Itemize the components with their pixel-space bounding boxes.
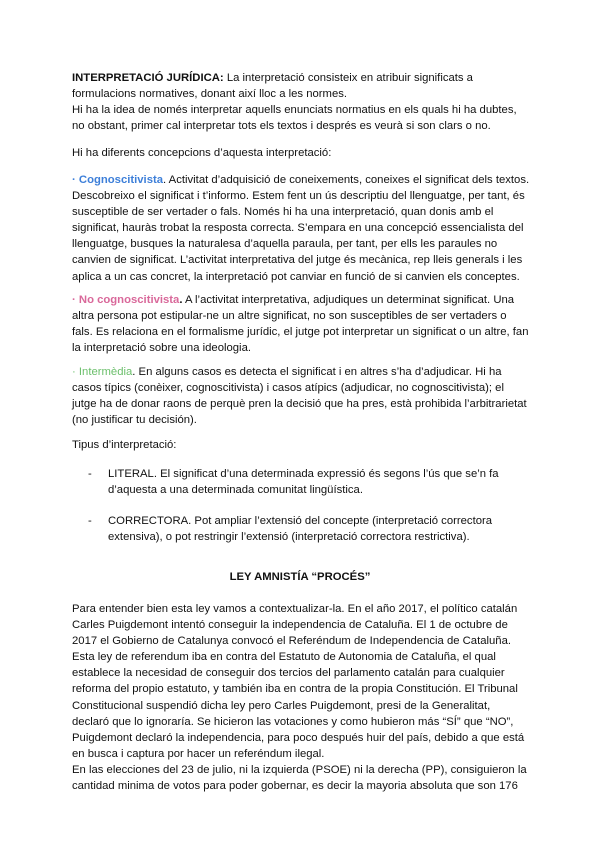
no-cognoscitivista-dot: . <box>179 294 183 306</box>
no-cognoscitivista-text: A l’activitat interpretativa, adjudiques un determinat significat. Una altra persona pot estipular-ne un altre significat, no son susceptibles de ser vertaders o fals. Es relaciona en el formalisme jurídic, el jutge pot interpretar un significat o un altre, fan la interpretació sobre una ideologia. <box>72 294 529 355</box>
no-cognoscitivista-paragraph <box>72 292 530 356</box>
cognoscitivista-text: . Activitat d’adquisició de coneixements, coneixes el significat dels textos. Descobreixo el significat i t’informo. Estem fent un ús descriptiu del llenguatge, per tant, és susceptible de ser vertader o fals. Només hi ha una interpretació, quan donis amb el significat, hauràs trobat la resposta correcta. S’empara en una concepció essencialista del llenguatge, busques la naturalesa d’aquella paraula, per tant, per ells les paraules no canvien de significat. L’activitat interpretativa del jutge és mecànica, rep lleis generals i les aplica a un cas concret, la interpretació pot canviar en funció de si canvien els conceptes. <box>72 174 530 283</box>
section-paragraph-2: En las elecciones del 23 de julio, ni la izquierda (PSOE) ni la derecha (PP), consiguieron la cantidad minima de votos para poder gobernar, es decir la mayoria absoluta que son 176 <box>72 763 527 793</box>
types-heading: Tipus d’interpretació: <box>72 439 177 451</box>
section-title: LEY AMNISTÍA “PROCÉS” <box>229 571 371 583</box>
intro-heading: INTERPRETACIÓ JURÍDICA: <box>72 72 224 84</box>
list-item-text: LITERAL. El significat d’una determinada expressió és segons l’ús que se’n fa d’aquesta a una determinada comunitat lingüística. <box>108 468 499 497</box>
list-dash: - <box>88 468 92 480</box>
no-cognoscitivista-bullet: · <box>72 294 76 306</box>
intermedia-label: Intermèdia <box>75 366 133 378</box>
list-item-text: CORRECTORA. Pot ampliar l’extensió del concepte (interpretació correctora extensiva), o pot restringir l’extensió (interpretació correctora restrictiva). <box>108 515 493 544</box>
intermedia-paragraph <box>72 364 530 428</box>
list-dash: - <box>88 515 92 527</box>
intermedia-text: . En alguns casos es detecta el significat i en altres s’ha d’adjudicar. Hi ha casos típics (conèixer, cognoscitivista) i casos atípics (adjudicar, no cognoscitivista); el jutge ha de donar raons de perquè pren la decisió que ha pres, està prohibida l’arbitrarietat (no justificar tu decisión). <box>72 366 527 427</box>
cognoscitivista-label: Cognoscitivista <box>75 174 164 186</box>
intro-line2: Hi ha la idea de només interpretar aquells enunciats normatius en els quals hi ha dubtes, no obstant, primer cal interpretar tots els textos i després es veurà si son clars o no. <box>72 104 517 133</box>
conceptions-line: Hi ha diferents concepcions d’aquesta interpretació: <box>72 147 332 159</box>
intro-paragraph <box>72 70 530 134</box>
cognoscitivista-paragraph <box>72 172 530 285</box>
cognoscitivista-bullet: · <box>72 174 76 186</box>
section-paragraph-1: Para entender bien esta ley vamos a contextualizar-la. En el año 2017, el político catalán Carles Puigdemont intentó conseguir la independencia de Cataluña. El 1 de octubre de 2017 el Gobierno de Catalunya convocó el Referéndum de Independencia de Cataluña. Esta ley de referendum iba en contra del Estatuto de Autonomia de Cataluña, el qual establece la necesidad de conseguir dos tercios del parlamento catalán para cualquier reforma del propio estatuto, y también iba en contra de la propia Constitución. El Tribunal Constitucional suspendió dicha ley pero Carles Puigdemont, presi de la Generalitat, declaró que lo ignoraría. Se hicieron las votaciones y como hubieron más “SÍ” que “NO”, Puigdemont declaró la independencia, para poco después huir del país, debido a que está en busca i captura por hacer un referéndum ilegal. <box>72 603 525 760</box>
intermedia-bullet: · <box>72 366 76 378</box>
no-cognoscitivista-label: No cognoscitivista <box>75 294 180 306</box>
intro-text: La interpretació consisteix en atribuir significats a formulacions normatives, donant així lloc a les normes. <box>72 72 473 101</box>
section-body <box>72 601 530 794</box>
